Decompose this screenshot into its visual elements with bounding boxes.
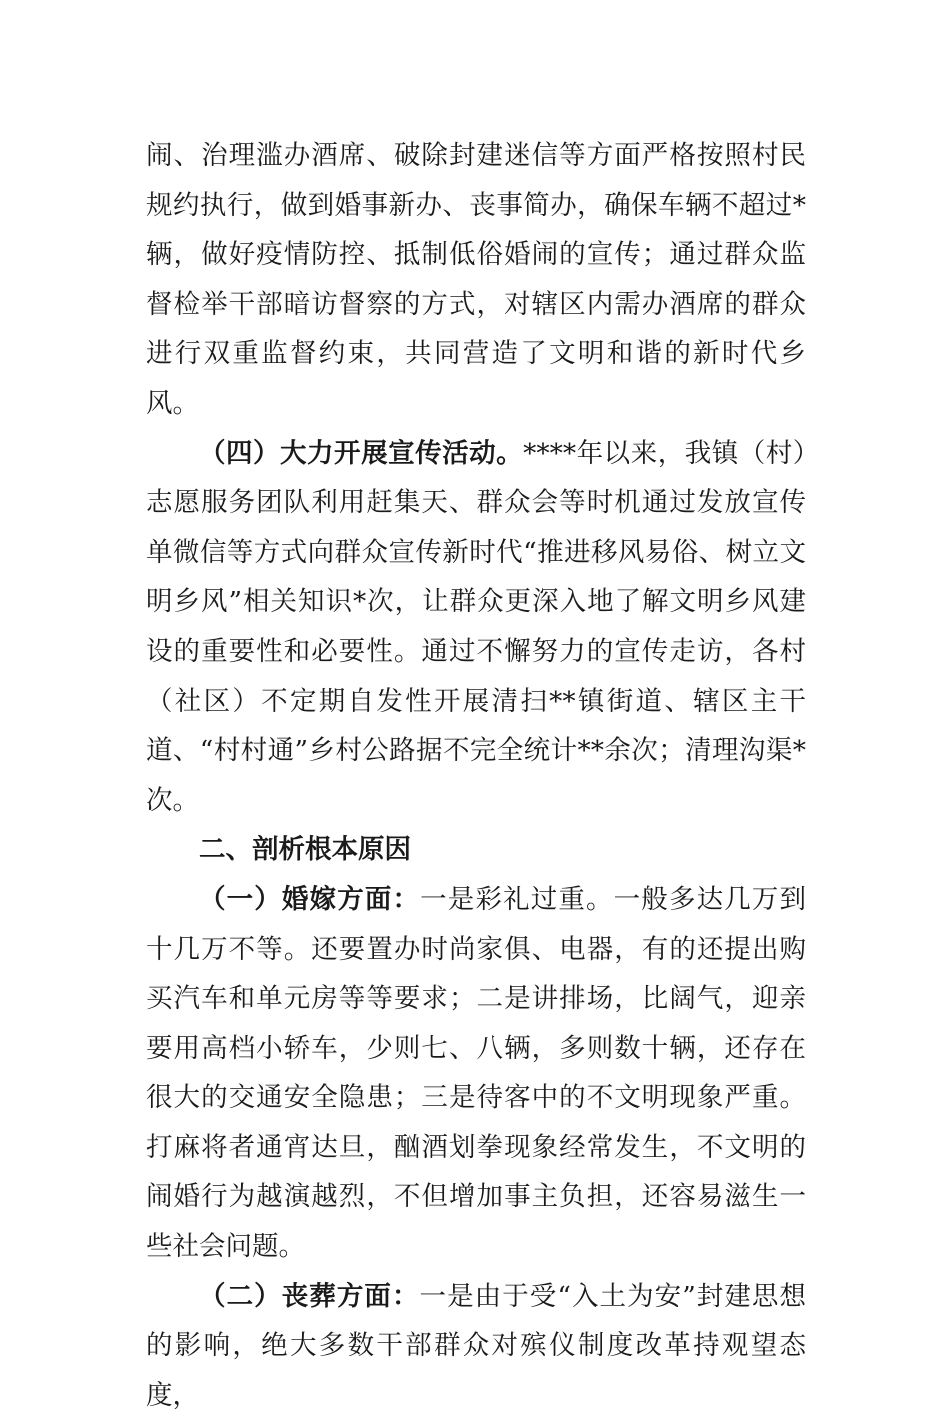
paragraph-4-lead: （二）丧葬方面： — [199, 1280, 420, 1312]
paragraph-4 — [146, 1272, 806, 1420]
paragraph-3-body: 一是彩礼过重。一般多达几万到十几万不等。还要置办时尚家俱、电器，有的还提出购买汽车和单元房等等要求；二是讲排场，比阔气，迎亲要用高档小轿车，少则七、八辆，多则数十辆，还存在很大的交通安全隐患；三是待客中的不文明现象严重。打麻将者通宵达旦，酗酒划拳现象经常发生，不文明的闹婚行为越演越烈，不但增加事主负担，还容易滋生一些社会问题。 — [146, 883, 807, 1263]
paragraph-2-body: ****年以来，我镇（村）志愿服务团队利用赶集天、群众会等时机通过发放宣传单微信等方式向群众宣传新时代“推进移风易俗、树立文明乡风”相关知识*次，让群众更深入地了解文明乡风建设的重要性和必要性。通过不懈努力的宣传走访，各村（社区）不定期自发性开展清扫**镇街道、辖区主干道、“村村通”乡村公路据不完全统计**余次；清理沟渠*次。 — [146, 437, 807, 816]
document-body — [146, 131, 806, 1420]
paragraph-3-lead: （一）婚嫁方面： — [199, 883, 421, 915]
paragraph-2-lead: （四）大力开展宣传活动。 — [199, 437, 524, 469]
paragraph-2 — [146, 429, 806, 826]
section-heading-2: 二、剖析根本原因 — [199, 834, 411, 866]
paragraph-1: 闹、治理滥办酒席、破除封建迷信等方面严格按照村民规约执行，做到婚事新办、丧事简办，确保车辆不超过*辆，做好疫情防控、抵制低俗婚闹的宣传；通过群众监督检举干部暗访督察的方式，对辖区内需办酒席的群众进行双重监督约束，共同营造了文明和谐的新时代乡风。 — [146, 140, 806, 419]
paragraph-3 — [146, 875, 806, 1272]
paragraph-4-body: 一是由于受“入土为安”封建思想的影响，绝大多数干部群众对殡仪制度改革持观望态度， — [146, 1280, 806, 1411]
